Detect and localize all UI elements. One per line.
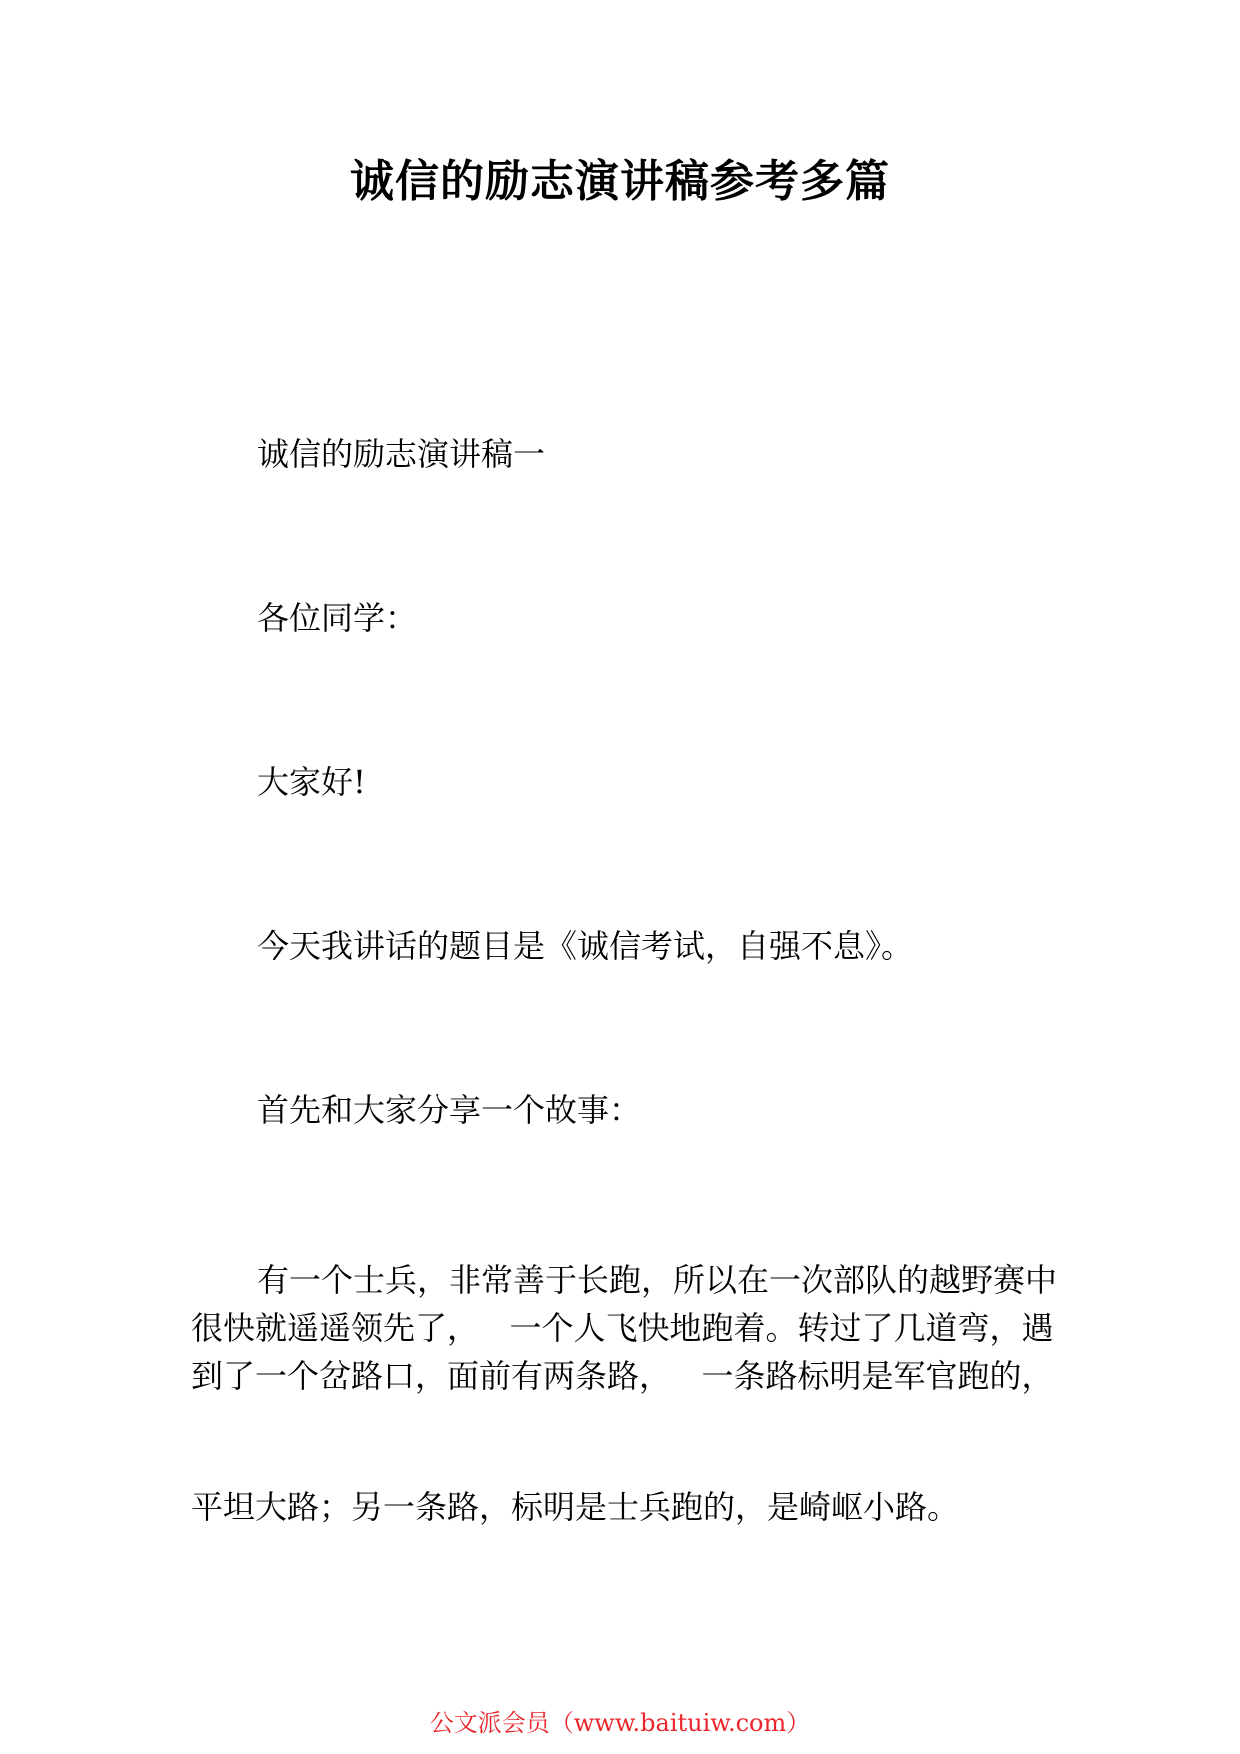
topic-paragraph: 今天我讲话的题目是《诚信考试，自强不息》。 [257, 927, 914, 965]
document-title: 诚信的励志演讲稿参考多篇 [350, 156, 890, 207]
footer-brand: 公文派会员 [429, 1709, 550, 1737]
salutation: 各位同学： [257, 599, 418, 637]
story-intro-paragraph: 首先和大家分享一个故事： [257, 1091, 642, 1129]
story-paragraph: 有一个士兵，非常善于长跑，所以在一次部队的越野赛中很快就遥遥领先了， 一个人飞快地跑着。转过了几道弯，遇到了一个岔路口，面前有两条路， 一条路标明是军官跑的， [191, 1261, 1058, 1395]
story-continuation-paragraph: 平坦大路；另一条路，标明是士兵跑的，是崎岖小路。 [191, 1488, 960, 1526]
footer-watermark [0, 1708, 1240, 1738]
greeting: 大家好! [257, 763, 366, 801]
section-heading: 诚信的励志演讲稿一 [257, 435, 546, 473]
footer-url[interactable]: （www.baituiw.com） [549, 1709, 811, 1737]
